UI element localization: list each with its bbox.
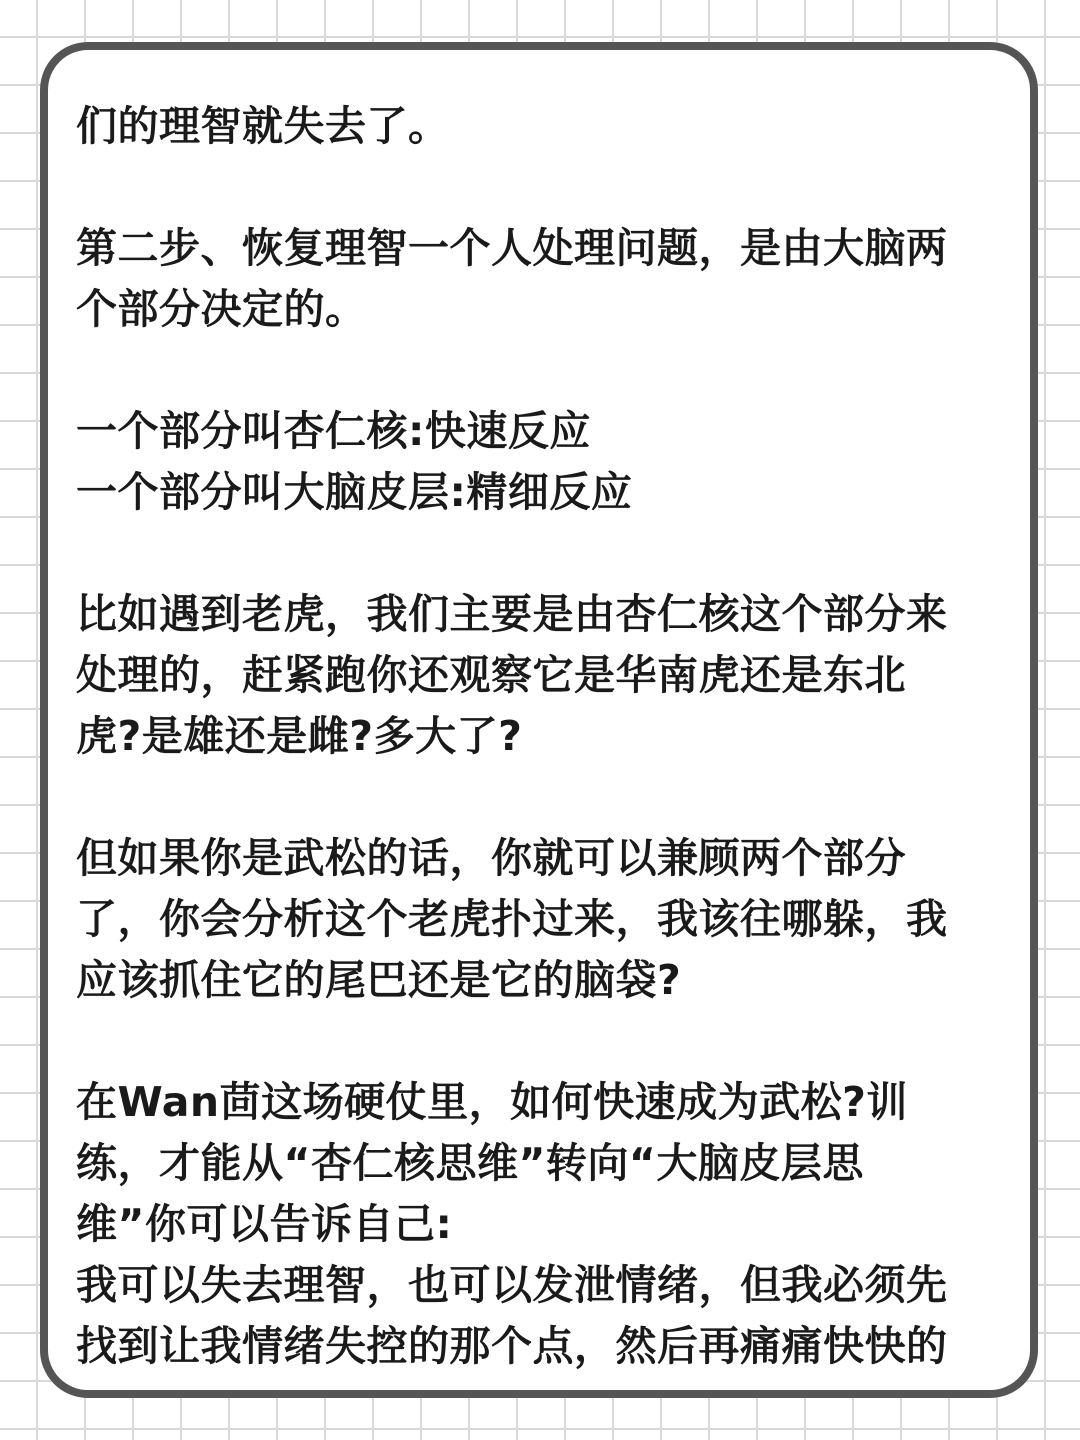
paragraph-gap [76,340,1006,401]
text-line: 维”你可以告诉自己: [76,1200,453,1248]
text-line: 个部分决定的。 [76,285,367,333]
text-line: 在Wan茴这场硬仗里，如何快速成为武松?训 [76,1078,908,1126]
text-line: 虎?是雄还是雌?多大了? [76,712,523,760]
text-line: 练，才能从“杏仁核思维”转向“大脑皮层思 [76,1139,864,1187]
text-line: 我可以失去理智，也可以发泄情绪，但我必须先 [76,1261,948,1309]
text-line: 一个部分叫杏仁核:快速反应 [76,407,591,455]
note-text [76,96,1006,1377]
text-line: 了，你会分析这个老虎扑过来，我该往哪躲，我 [76,895,948,943]
note-card [40,42,1038,1398]
paragraph-gap [76,767,1006,828]
paragraph-gap [76,157,1006,218]
text-line: 比如遇到老虎，我们主要是由杏仁核这个部分来 [76,590,948,638]
paragraph-gap [76,523,1006,584]
text-line: 一个部分叫大脑皮层:精细反应 [76,468,633,516]
text-line: 第二步、恢复理智一个人处理问题，是由大脑两 [76,224,948,272]
text-line: 应该抓住它的尾巴还是它的脑袋? [76,956,682,1004]
text-line: 找到让我情绪失控的那个点，然后再痛痛快快的 [76,1322,948,1370]
text-line: 处理的，赶紧跑你还观察它是华南虎还是东北 [76,651,906,699]
paragraph-gap [76,1011,1006,1072]
text-line: 但如果你是武松的话，你就可以兼顾两个部分 [76,834,906,882]
text-line: 们的理智就失去了。 [76,102,450,150]
